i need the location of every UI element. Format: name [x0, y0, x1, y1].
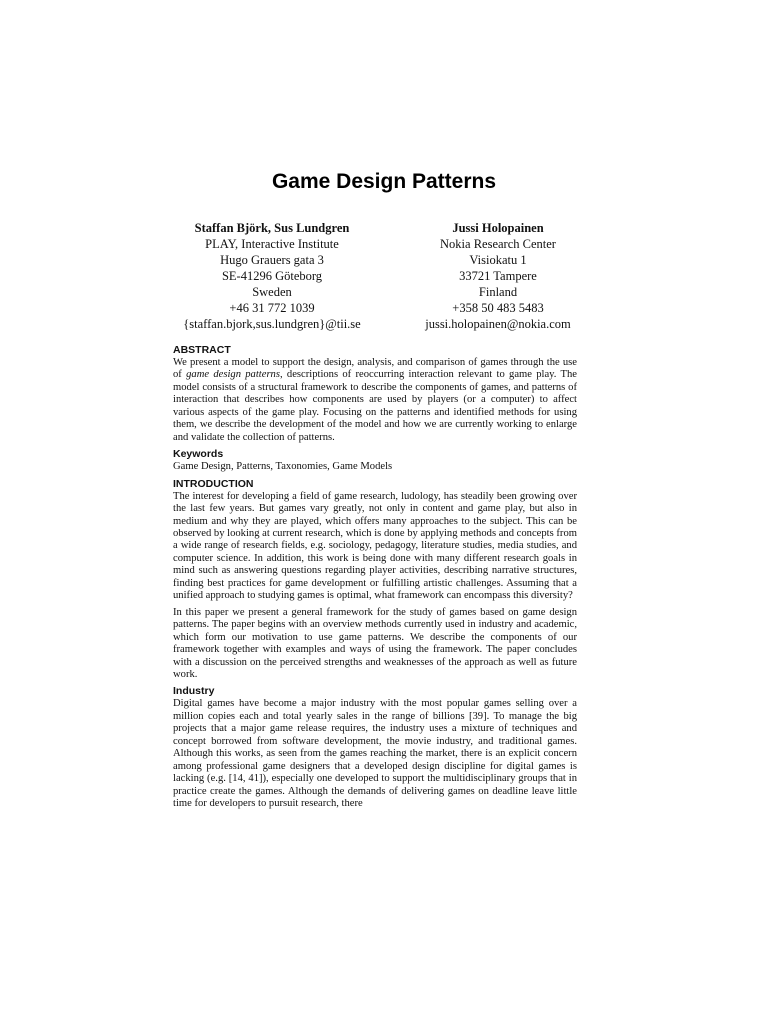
- affiliation-line: PLAY, Interactive Institute: [205, 237, 339, 251]
- abstract-heading: ABSTRACT: [173, 344, 231, 356]
- introduction-paragraph-2: In this paper we present a general framework for the study of games based on game design patterns. The paper begins with an overview methods currently used in industry and academic, which form our motivation to use game patterns. We describe the components of our framework together with examples and ways of using the framework. The paper concludes with a discussion on the perceived strengths and weaknesses of the approach as well as future work.: [173, 606, 577, 680]
- abstract-emphasis: game design patterns: [186, 369, 280, 381]
- abstract-text-part: We present a model to support the design, analysis, and comparison of games through the use of: [173, 357, 577, 381]
- email-line: {staffan.bjork,sus.lundgren}@tii.se: [183, 317, 361, 331]
- body-column: [173, 344, 577, 815]
- abstract-text-part: , descriptions of reoccurring interaction relevant to game play. The model consists of a structural framework to describe the components of games, and patterns of interaction that describes how components are used by players (or a computer) to affect various aspects of the game play. Focusing on the patterns and identified methods for using them, we describe the development of the model and how we are currently working to enlarge and validate the collection of patterns.: [173, 369, 577, 443]
- phone-line: +46 31 772 1039: [229, 301, 315, 315]
- keywords-text: Game Design, Patterns, Taxonomies, Game Models: [173, 461, 393, 473]
- author-names-left: Staffan Björk, Sus Lundgren: [194, 221, 350, 235]
- author-block-right: [378, 220, 618, 332]
- introduction-heading: INTRODUCTION: [173, 477, 254, 490]
- author-block-left: [152, 220, 392, 332]
- paper-title: Game Design Patterns: [271, 170, 497, 193]
- keywords-heading: Keywords: [173, 448, 224, 461]
- address-line: Hugo Grauers gata 3: [220, 253, 324, 267]
- address-line: Visiokatu 1: [469, 253, 527, 267]
- country-line: Finland: [478, 285, 518, 299]
- industry-heading: Industry: [173, 685, 215, 698]
- abstract-text: [173, 357, 577, 444]
- country-line: Sweden: [252, 285, 292, 299]
- address-line: SE-41296 Göteborg: [221, 269, 323, 283]
- introduction-paragraph-1: The interest for developing a field of game research, ludology, has steadily been growing over the last few years. But games vary greatly, not only in content and game play, but also in medium and why they are played, which offers many approaches to the subject. This can be observed by looking at current research, which is done by applying methods and concepts from a wide range of research fields, e.g. sociology, pedagogy, literature studies, media studies, and computer science. In addition, this work is being done with many different research goals in mind such as answering questions regarding player activities, describing narrative structures, finding best practices for game development or fulfilling artistic challenges. Assuming that a unified approach to studying games is optimal, what framework can encompass this diversity?: [173, 490, 577, 602]
- industry-paragraph-1: Digital games have become a major industry with the most popular games selling over a million copies each and total yearly sales in the range of billions [39]. To manage the big projects that a major game release requires, the industry uses a mixture of techniques and concept borrowed from software development, the movie industry, and traditional games. Although this works, as seen from the games reaching the market, there is an explicit concern among professional game designers that a developed design discipline for digital games is lacking (e.g. [14, 41]), especially one developed to support the multidisciplinary groups that in practice create the games. Although the demands of delivering games on deadline leave little time for developers to pursuit research, there: [173, 698, 577, 810]
- phone-line: +358 50 483 5483: [452, 301, 544, 315]
- affiliation-line: Nokia Research Center: [440, 237, 556, 251]
- address-line: 33721 Tampere: [459, 269, 537, 283]
- author-name-right: Jussi Holopainen: [452, 221, 544, 235]
- email-line: jussi.holopainen@nokia.com: [425, 317, 571, 331]
